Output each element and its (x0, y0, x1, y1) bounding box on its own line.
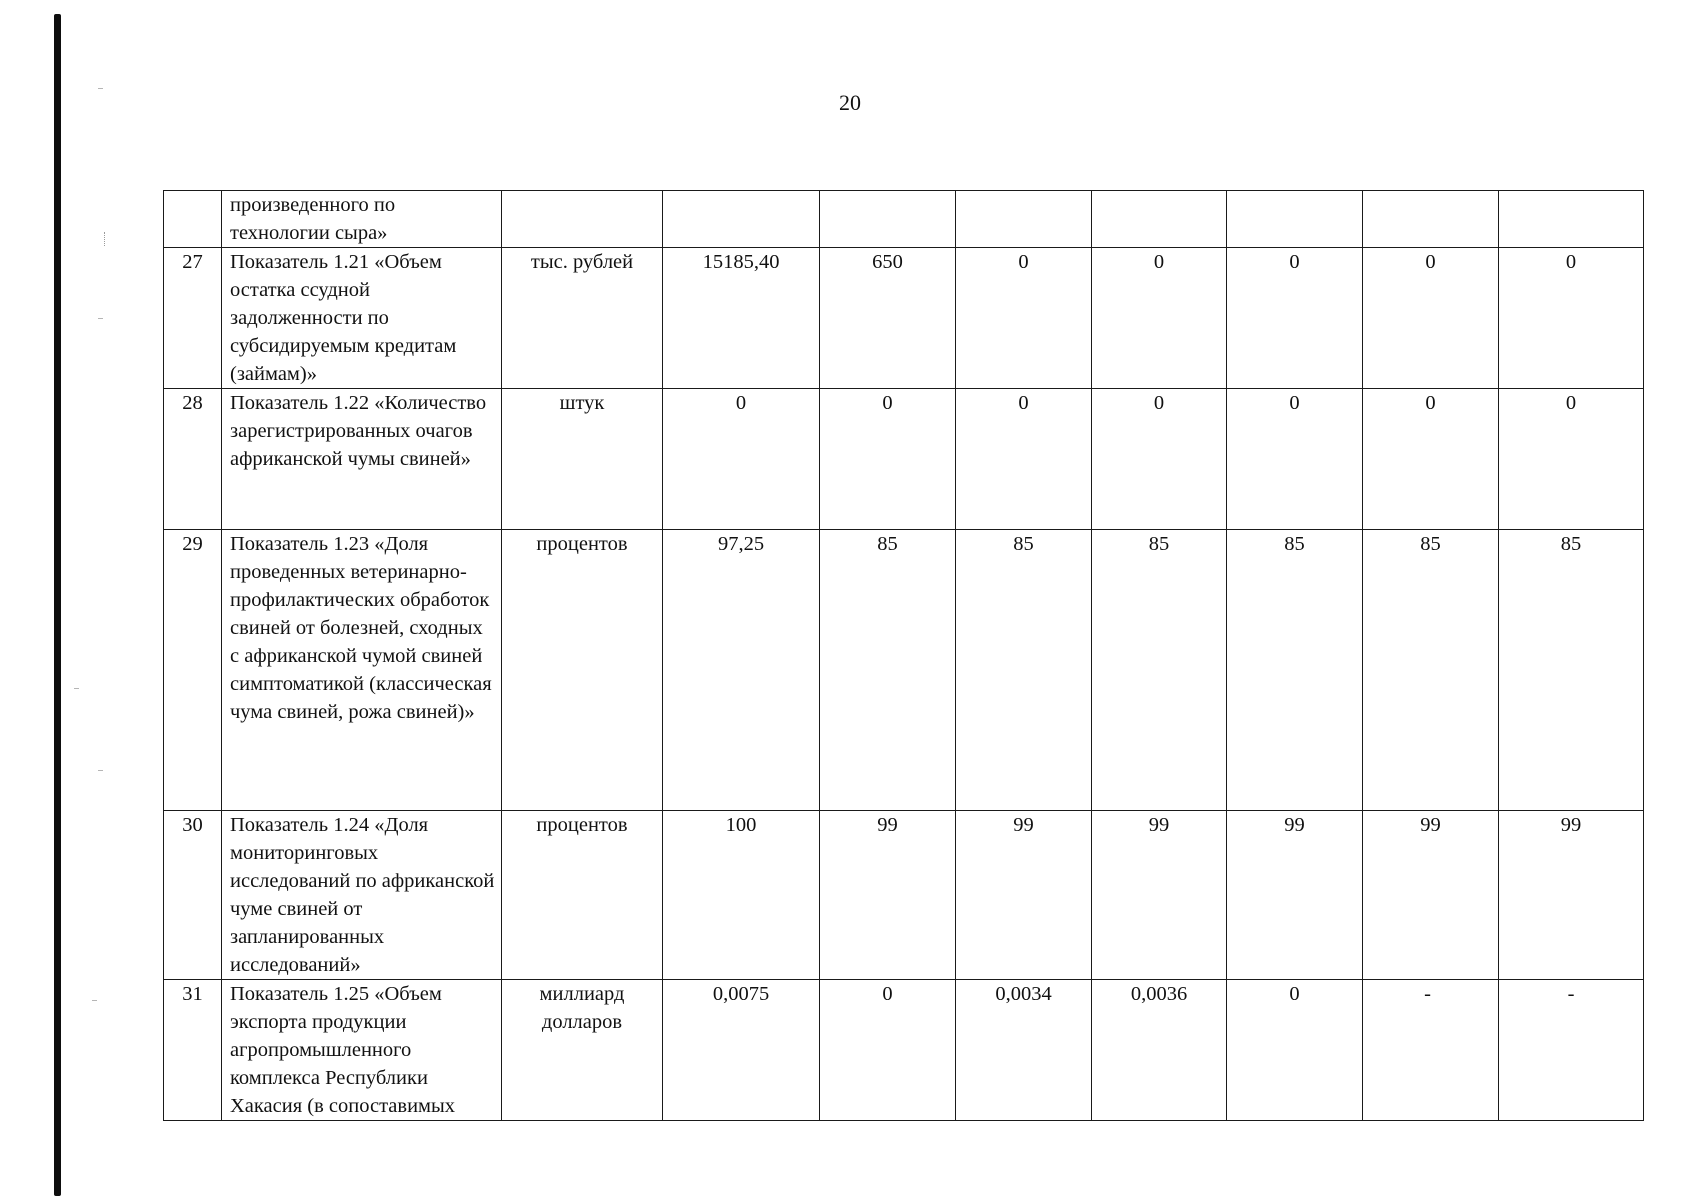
value-cell (820, 191, 956, 248)
row-number-cell (164, 191, 222, 248)
value-cell: 99 (1499, 811, 1644, 980)
value-cell: 99 (820, 811, 956, 980)
value-cell (956, 191, 1092, 248)
value-cell (1363, 191, 1499, 248)
value-cell: 0 (1227, 248, 1363, 389)
value-cell: 15185,40 (663, 248, 820, 389)
value-cell: 0 (1499, 389, 1644, 530)
value-cell: - (1499, 980, 1644, 1121)
value-cell: 0 (1092, 248, 1227, 389)
indicator-name-cell: Показатель 1.22 «Количество зарегистрированных очагов африканской чумы свиней» (222, 389, 502, 530)
scan-noise (98, 770, 103, 771)
indicator-name-cell: Показатель 1.23 «Доля проведенных ветеринарно-профилактических обработок свиней от болезней, сходных с африканской чумой свиней симптоматикой (классическая чума свиней, рожа свиней)» (222, 530, 502, 811)
value-cell: 85 (1363, 530, 1499, 811)
value-cell: 85 (820, 530, 956, 811)
value-cell: 85 (1092, 530, 1227, 811)
unit-cell: процентов (502, 811, 663, 980)
row-number-cell: 27 (164, 248, 222, 389)
scan-noise (74, 688, 79, 689)
table-row (164, 389, 1644, 530)
value-cell: 0 (1499, 248, 1644, 389)
table-row (164, 980, 1644, 1121)
scan-noise (104, 232, 107, 246)
row-number-cell: 31 (164, 980, 222, 1121)
value-cell: 0 (663, 389, 820, 530)
value-cell: 0 (1227, 980, 1363, 1121)
unit-cell: штук (502, 389, 663, 530)
value-cell: 85 (1227, 530, 1363, 811)
value-cell: 99 (1363, 811, 1499, 980)
scan-noise (98, 318, 103, 319)
scan-noise (98, 88, 103, 89)
scan-edge-mark (54, 14, 61, 1196)
value-cell: - (1363, 980, 1499, 1121)
value-cell: 99 (956, 811, 1092, 980)
value-cell: 0 (956, 389, 1092, 530)
value-cell: 0,0034 (956, 980, 1092, 1121)
value-cell: 0 (820, 389, 956, 530)
value-cell: 0 (1363, 389, 1499, 530)
value-cell: 0 (1092, 389, 1227, 530)
value-cell: 0 (820, 980, 956, 1121)
table-row (164, 811, 1644, 980)
indicator-name-cell: Показатель 1.24 «Доля мониторинговых исследований по африканской чуме свиней от запланированных исследований» (222, 811, 502, 980)
indicators-table (163, 190, 1644, 1121)
value-cell (1227, 191, 1363, 248)
value-cell: 99 (1092, 811, 1227, 980)
table-row (164, 530, 1644, 811)
page-number: 20 (839, 90, 861, 115)
table-row (164, 191, 1644, 248)
unit-cell: тыс. рублей (502, 248, 663, 389)
indicator-name-cell: Показатель 1.21 «Объем остатка ссудной задолженности по субсидируемым кредитам (займам)» (222, 248, 502, 389)
value-cell: 0 (1227, 389, 1363, 530)
indicator-name-cell: Показатель 1.25 «Объем экспорта продукции агропромышленного комплекса Республики Хакасия (в сопоставимых (222, 980, 502, 1121)
row-number-cell: 29 (164, 530, 222, 811)
scan-noise (92, 1000, 97, 1001)
value-cell: 97,25 (663, 530, 820, 811)
row-number-cell: 28 (164, 389, 222, 530)
value-cell: 0,0036 (1092, 980, 1227, 1121)
indicator-name-cell: произведенного по технологии сыра» (222, 191, 502, 248)
value-cell: 650 (820, 248, 956, 389)
value-cell: 100 (663, 811, 820, 980)
value-cell (1499, 191, 1644, 248)
value-cell: 0,0075 (663, 980, 820, 1121)
unit-cell: миллиард долларов (502, 980, 663, 1121)
row-number-cell: 30 (164, 811, 222, 980)
value-cell: 85 (1499, 530, 1644, 811)
unit-cell: процентов (502, 530, 663, 811)
value-cell: 99 (1227, 811, 1363, 980)
value-cell: 0 (956, 248, 1092, 389)
value-cell: 0 (1363, 248, 1499, 389)
value-cell (1092, 191, 1227, 248)
value-cell: 85 (956, 530, 1092, 811)
value-cell (663, 191, 820, 248)
table-row (164, 248, 1644, 389)
unit-cell (502, 191, 663, 248)
